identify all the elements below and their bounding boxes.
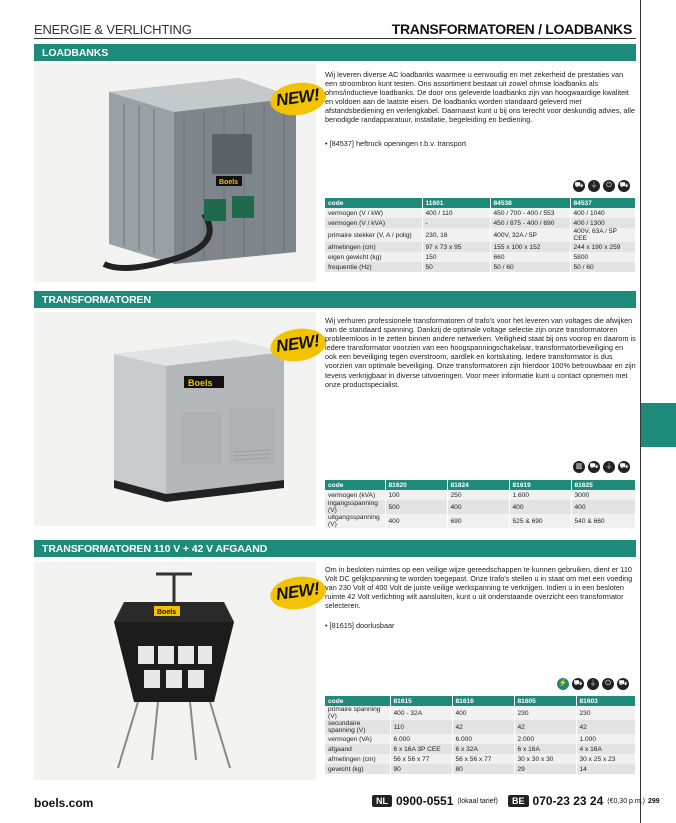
table-cell: 100 [385, 490, 447, 500]
table-cell: 400V, 32A / 5P [490, 228, 570, 242]
transformatoren-icon-row [573, 461, 630, 473]
table-cell: 230 [576, 706, 636, 720]
table-cell: 1.000 [576, 734, 636, 744]
table-header-row [325, 198, 636, 208]
table-row [325, 500, 636, 514]
table-cell: 90 [390, 764, 452, 774]
table-cell: 3000 [571, 490, 636, 500]
table-cell: vermogen (V / kVA) [325, 218, 422, 228]
table-row [325, 490, 636, 500]
boels-logo: Boels [188, 378, 213, 388]
table-row [325, 744, 636, 754]
table-cell: vermogen (V / kW) [325, 208, 422, 218]
table-cell: 400 - 32A [390, 706, 452, 720]
power-icon: ⏻ [602, 678, 614, 690]
table-cell: afmetingen (cm) [325, 242, 422, 252]
chapter-tab [641, 403, 676, 447]
table-cell: - [422, 218, 490, 228]
table-cell: 29 [514, 764, 576, 774]
table-cell: 1.600 [509, 490, 571, 500]
loadbanks-spec-table [325, 198, 636, 272]
table-header-row [325, 696, 636, 706]
table-cell: 42 [514, 720, 576, 734]
footer-phone-be [508, 794, 645, 808]
table-cell: 400 [385, 514, 447, 528]
table-cell: 230 [514, 706, 576, 720]
table-header: 84537 [570, 198, 636, 208]
table-cell: 30 x 25 x 23 [576, 754, 636, 764]
transformatoren110-spec-table [325, 696, 636, 774]
table-cell: vermogen (VA) [325, 734, 390, 744]
table-row [325, 764, 636, 774]
transformatoren110-icon-row [557, 678, 629, 690]
table-row [325, 514, 636, 528]
table-cell: 155 x 100 x 152 [490, 242, 570, 252]
table-cell: 6.000 [390, 734, 452, 744]
plug-icon: ⏚ [588, 180, 600, 192]
table-header: code [325, 198, 422, 208]
table-cell: 400 / 1040 [570, 208, 636, 218]
truck-icon: ⛟ [617, 678, 629, 690]
footer-website[interactable]: boels.com [34, 796, 94, 810]
table-cell: 110 [390, 720, 452, 734]
table-cell: 97 x 73 x 95 [422, 242, 490, 252]
table-cell: 250 [447, 490, 509, 500]
nl-phone-number[interactable]: 0900-0551 [396, 794, 454, 808]
transformatoren-section-bar: TRANSFORMATOREN [34, 291, 636, 308]
table-cell: 6 x 32A [452, 744, 514, 754]
loadbanks-icon-row [573, 180, 630, 192]
table-cell: 450 / 700 - 400 / 553 [490, 208, 570, 218]
transformatoren110-description: Om in besloten ruimtes op een veilige wijze gereedschappen te kunnen gebruiken, dient er 110 Volt DC gelijkspanning te worden toegepast. Onze trafo's stellen u in staat om met een voeding van 230 Volt of 400 Volt de juiste veilige werkspanning te verkrijgen. Indien u in een besloten ruimte 42 Volt verlichting wilt aansluiten, kunt u uit onderstaande overzicht een transformator selecteren. [325, 565, 633, 611]
table-cell: 14 [576, 764, 636, 774]
table-cell: 4 x 16A [576, 744, 636, 754]
table-row [325, 242, 636, 252]
table-header: code [325, 480, 385, 490]
table-header: 11601 [422, 198, 490, 208]
table-cell: 50 / 60 [570, 262, 636, 272]
be-phone-number[interactable]: 070-23 23 24 [532, 794, 604, 808]
table-cell: ingangsspanning (V) [325, 500, 385, 514]
nl-phone-note: (lokaal tarief) [457, 797, 498, 805]
page-number: 299 [648, 798, 660, 805]
table-cell: 42 [576, 720, 636, 734]
table-cell: 150 [422, 252, 490, 262]
table-header: 81616 [452, 696, 514, 706]
table-row [325, 228, 636, 242]
plug-icon: ⏚ [587, 678, 599, 690]
loadbanks-bullet: • [84537] heftruck openingen t.b.v. transport [325, 139, 467, 148]
bolt-icon: ⚡ [557, 678, 569, 690]
table-cell: 525 & 690 [509, 514, 571, 528]
table-cell: 42 [452, 720, 514, 734]
svg-text:Boels: Boels [219, 179, 239, 186]
table-cell: 56 x 56 x 77 [390, 754, 452, 764]
table-cell: 5800 [570, 252, 636, 262]
transformatoren-description: Wij verhuren professionele transformatoren of trafo's voor het leveren van voltages die afwijken van de standaard spanning. Dankzij de optimale voltage selectie zijn onze transformatoren probleemloos in te zetten binnen andere netwerken. Veiligheid staat bij ons voorop en daarom is iedere transformator voorzien van een hoogspanningschakelaar, transformatorbeveiliging en ook een beveiliging tegen overstroom, aardlek en kortsluiting. Iedere transformator is dus voorzien van optimale beveiliging. Onze transformatoren zijn hierdoor 100% betrouwbaar en zijn tevens verkrijgbaar in diverse uitvoeringen. Voor meer informatie kunt u contact opnemen met onze productspecialist. [325, 316, 636, 389]
table-cell: 660 [490, 252, 570, 262]
table-cell: 400V, 63A / 5P CEE [570, 228, 636, 242]
table-cell: 400 / 1300 [570, 218, 636, 228]
table-cell: 50 [422, 262, 490, 272]
table-header: code [325, 696, 390, 706]
table-cell: 6 x 16A 3P CEE [390, 744, 452, 754]
transformatoren110-bullet: • [81615] doorlusbaar [325, 621, 395, 630]
loadbanks-section-bar: LOADBANKS [34, 44, 636, 61]
table-cell: 6 x 16A [514, 744, 576, 754]
be-phone-note: (€0,30 p.m.) [607, 797, 645, 805]
table-cell: 450 / 875 - 400 / 690 [490, 218, 570, 228]
table-header: 81615 [390, 696, 452, 706]
table-header: 81605 [514, 696, 576, 706]
table-cell: 80 [452, 764, 514, 774]
plug-icon: ⏚ [603, 461, 615, 473]
new-badge: NEW! [274, 85, 321, 110]
transformatoren-spec-table [325, 480, 636, 528]
page-title: TRANSFORMATOREN / LOADBANKS [391, 21, 632, 37]
footer-phone-nl [372, 794, 498, 808]
table-cell: uitgangsspanning (V) [325, 514, 385, 528]
truck-icon: ⛟ [618, 180, 630, 192]
table-header: 81625 [571, 480, 636, 490]
section-category: ENERGIE & VERLICHTING [34, 22, 192, 37]
table-cell: 400 [452, 706, 514, 720]
table-cell: 50 / 60 [490, 262, 570, 272]
new-badge: NEW! [274, 579, 321, 604]
table-cell: eigen gewicht (kg) [325, 252, 422, 262]
table-cell: 2.000 [514, 734, 576, 744]
table-cell: afmetingen (cm) [325, 754, 390, 764]
table-cell: primaire spanning (V) [325, 706, 390, 720]
table-row [325, 706, 636, 720]
table-cell: 400 [571, 500, 636, 514]
truck-icon: ⛟ [618, 461, 630, 473]
table-row [325, 252, 636, 262]
power-icon: ⏻ [603, 180, 615, 192]
be-country-code: BE [508, 795, 529, 807]
table-header: 84538 [490, 198, 570, 208]
table-cell: 30 x 30 x 30 [514, 754, 576, 764]
nl-country-code: NL [372, 795, 392, 807]
table-row [325, 734, 636, 744]
forklift-icon: ⛟ [573, 180, 585, 192]
table-header: 81620 [385, 480, 447, 490]
table-cell: 540 & 660 [571, 514, 636, 528]
table-cell: 6.000 [452, 734, 514, 744]
table-header-row [325, 480, 636, 490]
header-divider [34, 38, 636, 39]
forklift-icon: ⛟ [572, 678, 584, 690]
table-row [325, 720, 636, 734]
table-header: 81603 [576, 696, 636, 706]
table-row [325, 208, 636, 218]
table-cell: gewicht (kg) [325, 764, 390, 774]
table-header: 81619 [509, 480, 571, 490]
table-row [325, 218, 636, 228]
forklift-icon: ⛟ [588, 461, 600, 473]
table-cell: afgaand [325, 744, 390, 754]
table-cell: primaire stekker (V, A / polig) [325, 228, 422, 242]
table-cell: 690 [447, 514, 509, 528]
table-row [325, 262, 636, 272]
table-cell: vermogen (kVA) [325, 490, 385, 500]
table-cell: secundaire spanning (V) [325, 720, 390, 734]
table-row [325, 754, 636, 764]
table-cell: 244 x 190 x 259 [570, 242, 636, 252]
table-cell: 230, 16 [422, 228, 490, 242]
table-cell: 400 [447, 500, 509, 514]
chart-icon: ▥ [573, 461, 585, 473]
table-cell: 500 [385, 500, 447, 514]
table-cell: 56 x 56 x 77 [452, 754, 514, 764]
new-badge: NEW! [274, 331, 321, 356]
table-cell: frequentie (Hz) [325, 262, 422, 272]
transformatoren110-section-bar: TRANSFORMATOREN 110 V + 42 V AFGAAND [34, 540, 636, 557]
boels-logo: Boels [157, 609, 177, 616]
table-header: 81624 [447, 480, 509, 490]
table-cell: 400 [509, 500, 571, 514]
loadbanks-description: Wij leveren diverse AC loadbanks waarmee u eenvoudig en met zekerheid de prestaties van een stroombron kunt testen. Ons assortiment bestaat uit zowel ohmse loadbanks als ohms/inductieve loadbanks. De door ons geleverde loadbanks zijn van hoogwaardige kwaliteit en voldoen aan de laatste eisen. De loadbanks worden standaard geleverd met afstandsbediening en verlengkabel. Daarnaast kunt u bij ons terecht voor deskundig advies, alle benodigde randapparatuur, installatie, begeleiding en bediening. [325, 70, 635, 125]
table-cell: 400 / 110 [422, 208, 490, 218]
